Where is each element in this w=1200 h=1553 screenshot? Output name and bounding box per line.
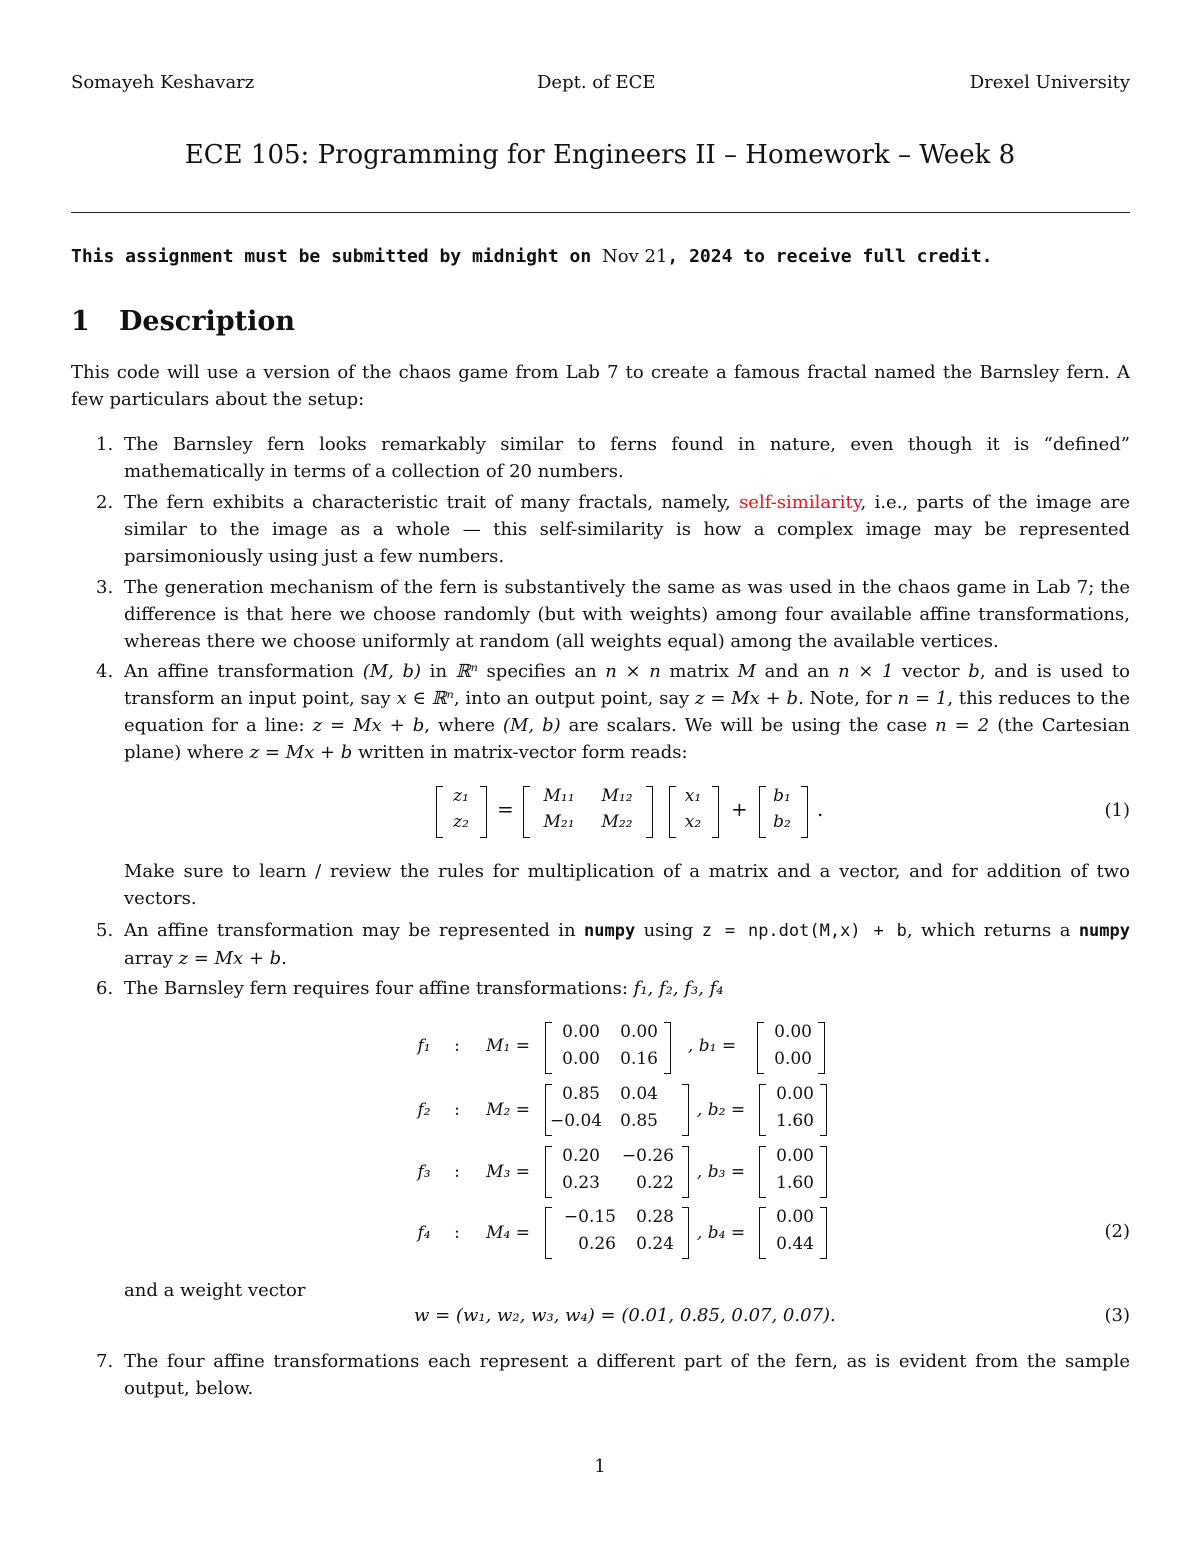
list-item-4: 4. An affine transformation (M, b) in ℝⁿ specifies an n × n matrix M and an n × 1 vector b, and is used to transform an input point, say x ∈ ℝⁿ, into an output point, say z = Mx + b. Note, for n = 1, this reduces to the equation for a line: z = Mx + b, where (M, b) are scalars. We will be using the case n = 2 (the Cartesian plane) where z = Mx + b written in matrix-vector form reads: [96, 661, 1131, 763]
equation-2-label: (2) [1104, 1221, 1130, 1242]
deadline-notice: This assignment must be submitted by midnight on Nov 21, 2024 to receive full credit. [71, 246, 993, 267]
list-item-2: 2. The fern exhibits a characteristic trait of many fractals, namely, self-similarity, i.e., parts of the image are similar to the image as a whole — this self-similarity is how a complex image may be represented parsimoniously using just a few numbers. [96, 492, 1130, 567]
header-university: Drexel University [969, 72, 1130, 93]
page-title: ECE 105: Programming for Engineers II – Homework – Week 8 [184, 140, 1016, 170]
list-item-5: 5. An affine transformation may be represented in numpy using z = np.dot(M,x) + b, which returns a numpy array z = Mx + b. [96, 920, 1130, 969]
header-author: Somayeh Keshavarz [71, 72, 255, 93]
equation-1-label: (1) [1104, 800, 1130, 821]
list-item-7: 7. The four affine transformations each represent a different part of the fern, as is evident from the sample output, below. [96, 1351, 1130, 1399]
list-item-1: 1. The Barnsley fern looks remarkably similar to ferns found in nature, even though it is “defined” mathematically in terms of a collection of 20 numbers. [96, 434, 1130, 482]
list-item-4-continued: Make sure to learn / review the rules for multiplication of a matrix and a vector, and for addition of two vectors. [124, 861, 1130, 909]
page-number: 1 [594, 1456, 606, 1477]
equation-3-label: (3) [1104, 1305, 1130, 1326]
equation-1: z₁ z₂ = M₁₁ M₁₂ M₂₁ M₂₂ x₁ x₂ + b₁ b₂ . (1) [0, 780, 1200, 840]
weight-intro: and a weight vector [124, 1280, 306, 1301]
section-heading: 1 Description [71, 306, 295, 337]
self-similarity-link[interactable]: self-similarity [739, 492, 861, 513]
header-department: Dept. of ECE [537, 72, 656, 93]
list-item-3: 3. The generation mechanism of the fern is substantively the same as was used in the chaos game in Lab 7; the difference is that here we choose randomly (but with weights) among four available affine transformations, whereas there we choose uniformly at random (all weights equal) among the available vertices. [96, 577, 1130, 652]
title-rule [71, 212, 1130, 213]
intro-paragraph: This code will use a version of the chaos game from Lab 7 to create a famous fractal named the Barnsley fern. A few particulars about the setup: [71, 362, 1130, 410]
equation-3: w = (w₁, w₂, w₃, w₄) = (0.01, 0.85, 0.07, 0.07). [414, 1305, 836, 1326]
equation-2: f₁ : M₁ = 0.00 0.00 0.00 0.16 , b₁ = 0.00 0.00 f₂ : M₂ = 0.85 0.04 −0.04 0.85 , b₂ = 0.00 1.60 f₃ : M₃ = 0.20 −0.26 0.23 0.22 , b₃ = 0.00 1.60 f₄ : M₄ = −0.15 0.28 0.26 0.24 , b₄ = 0.00 0.44 (2) [0, 1016, 1200, 1266]
list-item-6: 6. The Barnsley fern requires four affine transformations: f₁, f₂, f₃, f₄ [96, 978, 724, 999]
